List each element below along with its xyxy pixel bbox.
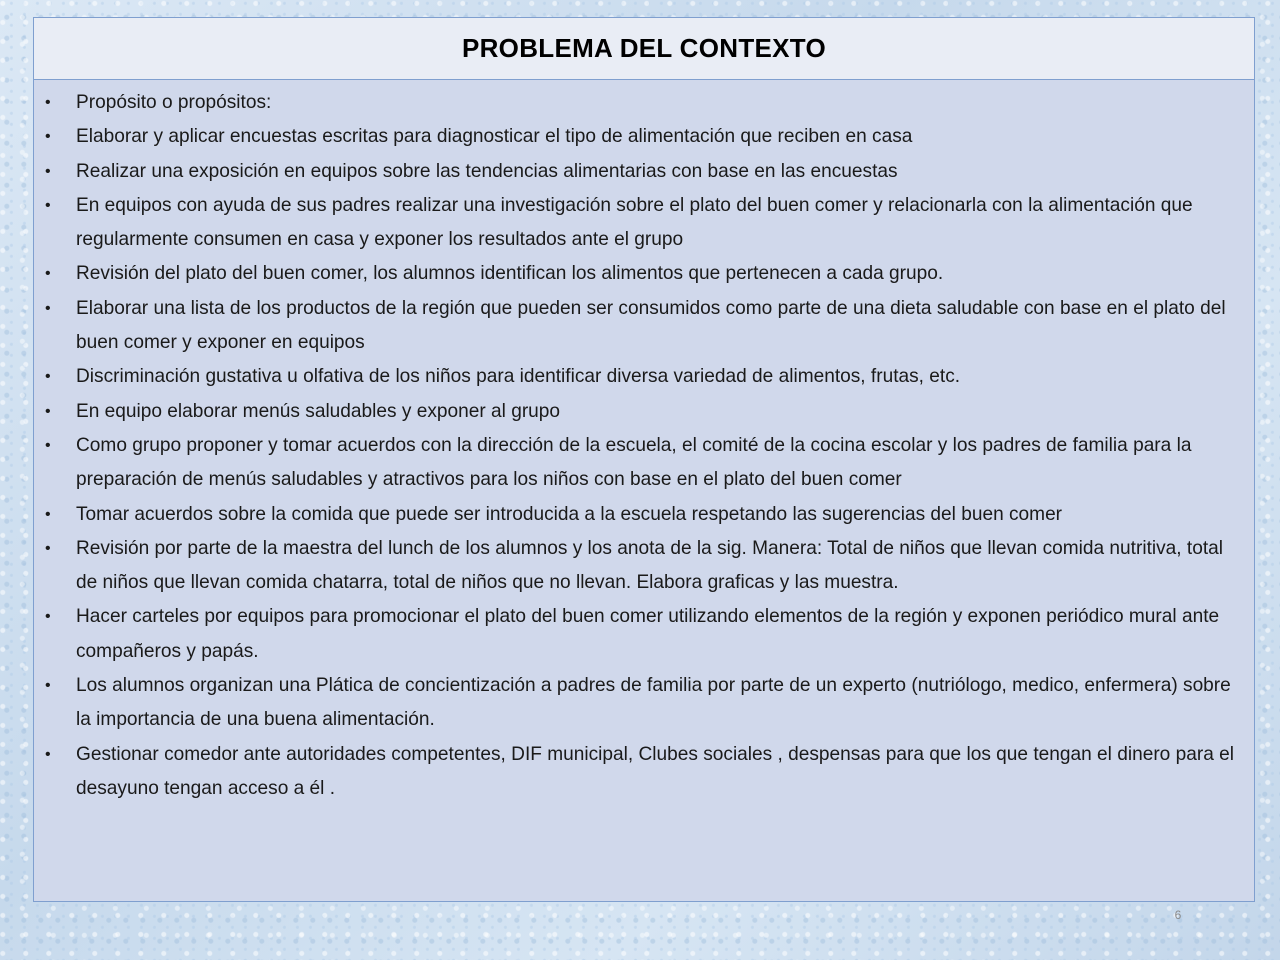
bullet-point-icon: •	[45, 402, 51, 420]
bullet-item	[42, 120, 1246, 154]
bullet-item	[42, 155, 1246, 189]
bullet-item	[42, 257, 1246, 291]
bullet-text: Revisión del plato del buen comer, los alumnos identifican los alimentos que pertenecen a cada grupo.	[76, 263, 944, 285]
bullet-point-icon: •	[45, 505, 51, 523]
bullet-text: Realizar una exposición en equipos sobre las tendencias alimentarias con base en las encuestas	[76, 160, 898, 182]
page-number: 6	[1174, 908, 1182, 922]
bullet-point-icon: •	[45, 162, 51, 180]
bullet-point-icon: •	[45, 196, 51, 214]
bullet-point-icon: •	[45, 299, 51, 317]
bullet-point-icon: •	[45, 608, 51, 626]
bullet-text: Como grupo proponer y tomar acuerdos con la dirección de la escuela, el comité de la cocina escolar y los padres de familia para la preparación de menús saludables y atractivos para los niños con base en el plato del buen comer	[76, 434, 1192, 491]
bullet-item	[42, 429, 1246, 498]
bullet-item	[42, 498, 1246, 532]
bullet-item	[42, 532, 1246, 601]
bullet-item	[42, 600, 1246, 669]
bullet-text: En equipo elaborar menús saludables y exponer al grupo	[76, 400, 561, 422]
bullet-text: Tomar acuerdos sobre la comida que puede ser introducida a la escuela respetando las sugerencias del buen comer	[76, 503, 1063, 525]
bullet-item	[42, 395, 1246, 429]
content-table	[33, 17, 1255, 902]
title-cell	[34, 18, 1254, 80]
bullet-point-icon: •	[45, 436, 51, 454]
bullet-list	[42, 86, 1246, 806]
bullet-item	[42, 738, 1246, 807]
bullet-point-icon: •	[45, 539, 51, 557]
bullet-text: Propósito o propósitos:	[76, 92, 272, 113]
body-cell	[34, 80, 1254, 806]
bullet-point-icon: •	[45, 265, 51, 283]
bullet-point-icon: •	[45, 368, 51, 386]
bullet-point-icon: •	[45, 94, 51, 111]
bullet-text: Hacer carteles por equipos para promocionar el plato del buen comer utilizando elementos de la región y exponen periódico mural ante compañeros y papás.	[76, 606, 1220, 662]
bullet-item	[42, 86, 1246, 120]
bullet-text: Discriminación gustativa u olfativa de los niños para identificar diversa variedad de alimentos, frutas, etc.	[76, 366, 961, 388]
bullet-text: En equipos con ayuda de sus padres realizar una investigación sobre el plato del buen comer y relacionarla con la alimentación que regularmente consumen en casa y exponer los resultados ante el grupo	[76, 194, 1193, 251]
bullet-item	[42, 292, 1246, 361]
slide-title: PROBLEMA DEL CONTEXTO	[461, 33, 827, 63]
bullet-item	[42, 360, 1246, 394]
bullet-text: Elaborar y aplicar encuestas escritas para diagnosticar el tipo de alimentación que reciben en casa	[76, 126, 913, 148]
bullet-text: Revisión por parte de la maestra del lunch de los alumnos y los anota de la sig. Manera: Total de niños que llevan comida nutritiva, total de niños que llevan comida chatarra, total de niños que no llevan. Elabora graficas y las muestra.	[76, 537, 1223, 594]
bullet-item	[42, 669, 1246, 738]
bullet-text: Elaborar una lista de los productos de la región que pueden ser consumidos como parte de una dieta saludable con base en el plato del buen comer y exponer en equipos	[76, 297, 1226, 354]
bullet-point-icon: •	[45, 677, 51, 695]
bullet-text: Gestionar comedor ante autoridades competentes, DIF municipal, Clubes sociales , despensas para que los que tengan el dinero para el desayuno tengan acceso a él .	[76, 743, 1234, 799]
bullet-item	[42, 189, 1246, 258]
bullet-point-icon: •	[45, 745, 51, 763]
bullet-text: Los alumnos organizan una Plática de concientización a padres de familia por parte de un experto (nutriólogo, medico, enfermera) sobre la importancia de una buena alimentación.	[76, 675, 1231, 731]
bullet-point-icon: •	[45, 128, 51, 146]
